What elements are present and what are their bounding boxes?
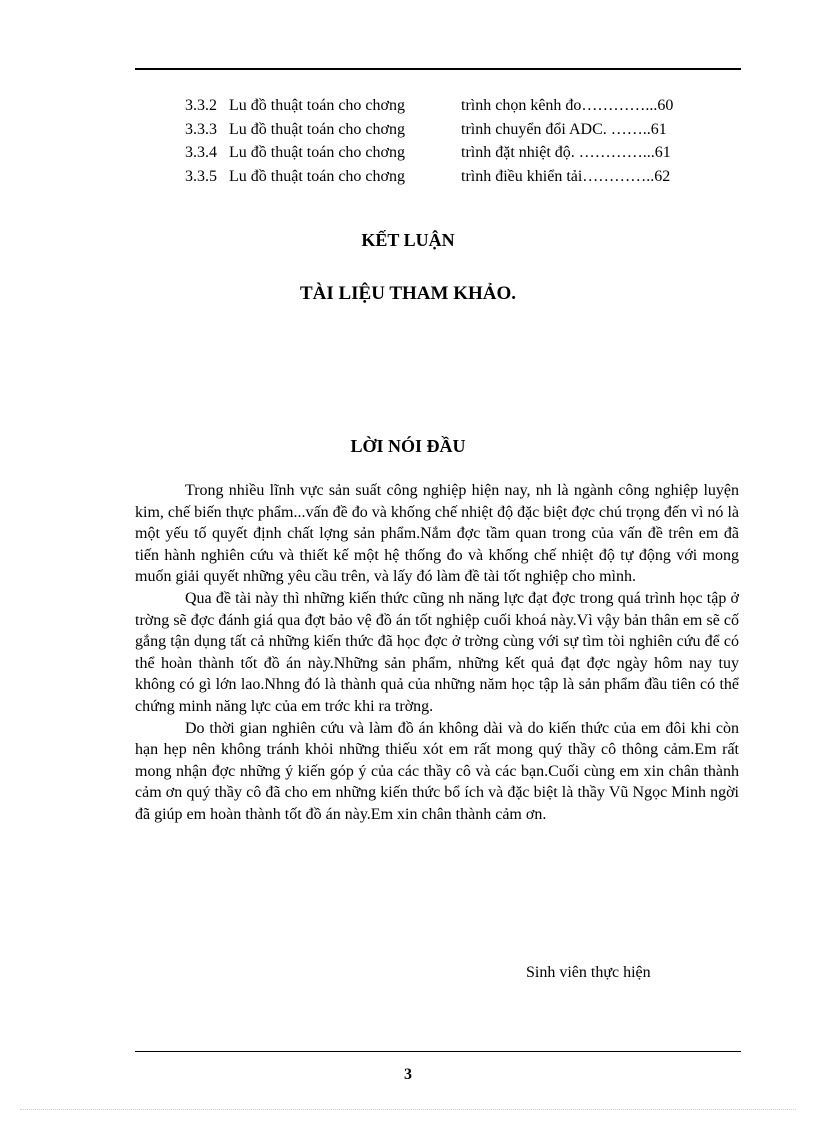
paragraph-1: Trong nhiều lĩnh vực sản suất công nghiệp hiện nay, nh là ngành công nghiệp luyện kim, chế biến thực phẩm...vấn đề đo và khống chế nhiệt độ đặc biệt đợc chú trọng đến vì nó là một yếu tố quyết định chất lợng sản phẩm.Nắm đợc tầm quan trong của vấn đề trên em đã tiến hành nghiên cứu và thiết kế một hệ thống đo và khống chế nhiệt độ tự động với mong muốn giải quyết những yêu cầu trên, và lấy đó làm đề tài tốt nghiệp cho mình. (135, 482, 739, 586)
preface-body (135, 480, 739, 826)
toc-entry-title-part1: Lu đồ thuật toán cho chơng (229, 120, 405, 138)
heading-loi-noi-dau: LỜI NÓI ĐẦU (350, 436, 466, 456)
page-number: 3 (404, 1066, 412, 1083)
page-break-line (20, 1109, 796, 1110)
toc-entry-3-3-3 (185, 118, 705, 142)
toc-entry-number: 3.3.3 (185, 120, 217, 138)
toc-entry-number: 3.3.5 (185, 167, 217, 185)
table-of-contents (185, 94, 705, 188)
heading-ket-luan: KẾT LUẬN (361, 230, 455, 250)
toc-entry-title-part2: trình đặt nhiệt độ. …………...61 (461, 144, 671, 161)
footer-rule (135, 1051, 741, 1052)
toc-entry-number: 3.3.4 (185, 144, 217, 161)
toc-entry-number: 3.3.2 (185, 97, 217, 114)
signature-label: Sinh viên thực hiện (526, 964, 651, 981)
toc-entry-title-part1: Lu đồ thuật toán cho chơng (229, 167, 405, 185)
heading-tai-lieu-tham-khao: TÀI LIỆU THAM KHẢO. (299, 283, 517, 304)
toc-entry-title-part1: Lu đồ thuật toán cho chơng (229, 97, 405, 114)
paragraph-2: Qua đề tài này thì những kiến thức cũng nh năng lực đạt đợc trong quá trình học tập ở trờng sẽ đợc đánh giá qua đợt bảo vệ đồ án tốt nghiệp cuối khoá này.Vì vậy bản thân em sẽ cố gắng tận dụng tất cả những kiến thức đã học đợc ở trờng cùng với sự tìm tòi nghiên cứu để có thể hoàn thành tốt đồ án này.Những sản phẩm, những kết quả đạt đợc ngày hôm nay tuy không có gì lớn lao.Nhng đó là thành quả của những năm học tập là sản phẩm đầu tiên có thể chứng minh năng lực của em trớc khi ra trờng. (135, 589, 739, 715)
toc-entry-title-part2: trình chuyển đổi ADC. ……..61 (461, 120, 667, 138)
toc-entry-title-part2: trình chọn kênh đo…………...60 (461, 97, 674, 114)
toc-entry-3-3-4 (185, 141, 705, 165)
toc-entry-3-3-2 (185, 94, 705, 118)
toc-entry-title-part1: Lu đồ thuật toán cho chơng (229, 144, 405, 161)
paragraph-3: Do thời gian nghiên cứu và làm đồ án không dài và do kiến thức của em đôi khi còn hạn hẹp nên không tránh khỏi những thiếu xót em rất mong quý thầy cô thông cảm.Em rất mong nhận đợc những ý kiến góp ý của các thầy cô và các bạn.Cuối cùng em xin chân thành cảm ơn quý thầy cô đã cho em những kiến thức bổ ích và đặc biệt là thầy Vũ Ngọc Minh ngời đã giúp em hoàn thành tốt đồ án này.Em xin chân thành cảm ơn. (135, 719, 739, 823)
toc-entry-title-part2: trình điều khiển tải…………..62 (461, 167, 671, 185)
header-rule (135, 68, 741, 70)
toc-entry-3-3-5 (185, 165, 705, 189)
